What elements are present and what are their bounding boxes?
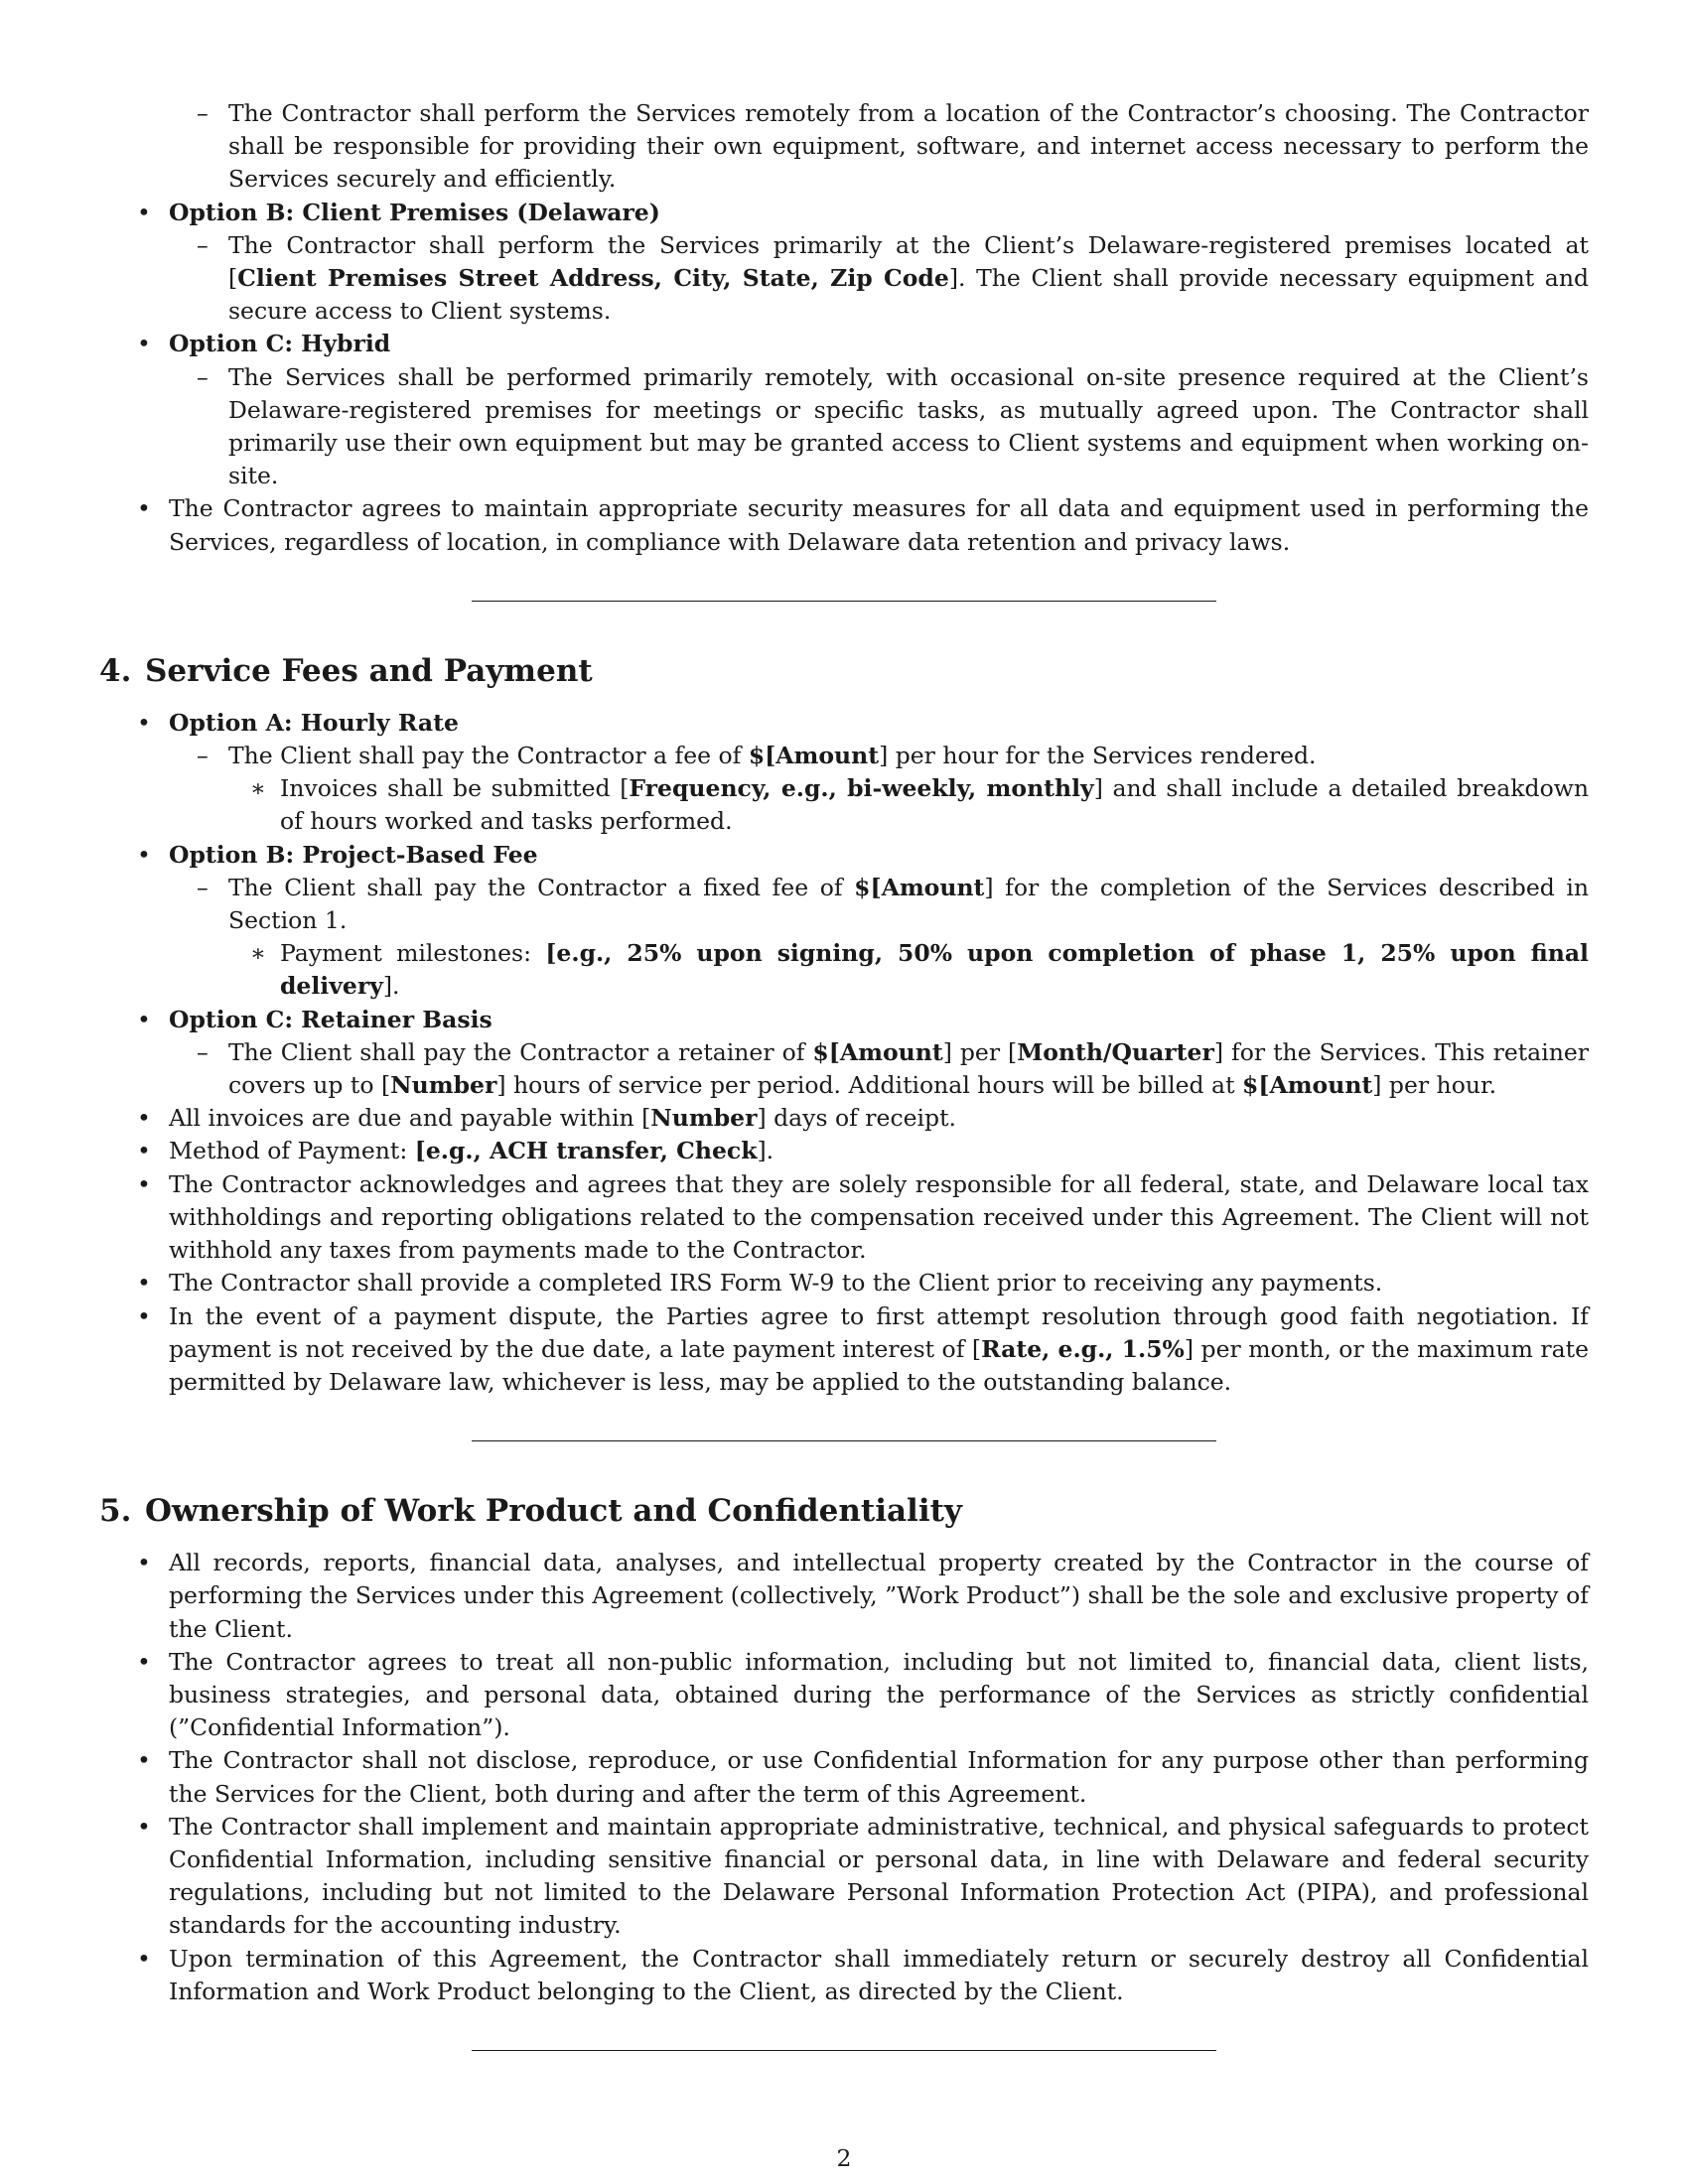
- bullet-marker: •: [137, 1746, 151, 1775]
- location-option-b: [99, 197, 1589, 229]
- text-run: Invoices shall be submitted [: [280, 774, 630, 803]
- text-run: ] per [: [942, 1037, 1018, 1066]
- section-divider: [472, 601, 1216, 602]
- bullet-marker: •: [137, 1137, 151, 1165]
- dash-marker: –: [197, 230, 209, 259]
- page-number: 2: [836, 2144, 852, 2172]
- fee-option-a-detail: [99, 740, 1589, 772]
- text-run: ] and shall include a detailed breakdown of hours worked and tasks performed.: [280, 774, 1589, 836]
- text-run: All invoices are due and payable within [: [169, 1104, 651, 1133]
- placeholder-amount: $[Amount: [748, 742, 880, 770]
- section-number: 5.: [99, 1493, 132, 1530]
- placeholder-amount: $[Amount: [854, 873, 985, 901]
- bullet-marker: •: [137, 330, 151, 358]
- payment-dispute-clause: [99, 1300, 1589, 1400]
- placeholder-milestones: [e.g., 25% upon signing, 50% upon completion of phase 1, 25% upon final delivery: [280, 939, 1589, 1001]
- star-marker: ∗: [250, 939, 266, 968]
- bullet-marker: •: [137, 708, 151, 737]
- text-run: The Client shall pay the Contractor a retainer of: [228, 1037, 813, 1066]
- fee-option-a: [99, 707, 1589, 740]
- location-option-c-text: The Services shall be performed primarily remotely, with occasional on-site presence required at the Client’s Delaware-registered premises for meetings or specific tasks, as mutually agreed upon. The Contractor shall primarily use their own equipment but may be granted access to Client systems and equipment when working on-site.: [228, 362, 1589, 490]
- placeholder-number: Number: [390, 1071, 497, 1100]
- text-run: Payment milestones:: [280, 939, 546, 968]
- text-run: ] hours of service per period. Additional hours will be billed at: [496, 1071, 1242, 1100]
- bullet-marker: •: [137, 840, 151, 869]
- text-run: Method of Payment:: [169, 1137, 415, 1165]
- dash-marker: –: [197, 742, 209, 770]
- section-title: Ownership of Work Product and Confidentiality: [145, 1493, 962, 1530]
- bullet-marker: •: [137, 1944, 151, 1973]
- payment-method-clause: [99, 1135, 1589, 1167]
- placeholder-period: Month/Quarter: [1017, 1037, 1214, 1066]
- section-4-heading: [99, 651, 1589, 691]
- text-run: ] days of receipt.: [757, 1104, 956, 1133]
- list-item: [99, 1646, 1589, 1745]
- placeholder-payment-method: [e.g., ACH transfer, Check: [414, 1137, 758, 1165]
- bullet-marker: •: [137, 1301, 151, 1330]
- tax-clause: [99, 1168, 1589, 1268]
- text-run: The Client shall pay the Contractor a fee of: [228, 742, 749, 770]
- safeguards-clause: The Contractor shall implement and maintain appropriate administrative, technical, and physical safeguards to protect Confidential Information, including sensitive financial or personal data, in line with Delaware and federal security regulations, including but not limited to the Delaware Personal Information Protection Act (PIPA), and professional standards for the accounting industry.: [169, 1812, 1589, 1940]
- text-run: The Contractor shall perform the Services primarily at the Client’s Delaware-registered premises located at [: [228, 230, 1589, 293]
- bullet-marker: •: [137, 1005, 151, 1033]
- fee-option-c: [99, 1004, 1589, 1036]
- star-marker: ∗: [250, 774, 266, 803]
- placeholder-number: Number: [650, 1104, 758, 1133]
- text-run: ] for the completion of the Services described in Section 1.: [228, 873, 1590, 935]
- fee-option-b-title: Option B: Project-Based Fee: [169, 840, 538, 869]
- location-option-a-text: The Contractor shall perform the Services remotely from a location of the Contractor’s choosing. The Contractor shall be responsible for providing their own equipment, software, and internet access necessary to perform the Services securely and efficiently.: [228, 99, 1589, 194]
- bullet-marker: •: [137, 1269, 151, 1297]
- work-product-clause: All records, reports, financial data, analyses, and intellectual property created by the Contractor in the course of performing the Services under this Agreement (collectively, ”Work Product”) shall be the sole and exclusive property of the Client.: [169, 1549, 1589, 1643]
- fee-option-a-invoices: [99, 772, 1589, 838]
- list-item: [99, 1943, 1589, 2008]
- location-option-c-title: Option C: Hybrid: [169, 330, 391, 358]
- text-run: ]. The Client shall provide necessary equipment and secure access to Client systems.: [228, 264, 1589, 326]
- location-option-b-detail: [99, 229, 1589, 329]
- security-clause: [99, 492, 1589, 558]
- bullet-marker: •: [137, 198, 151, 226]
- location-option-a-detail: [99, 97, 1589, 197]
- fee-option-b-milestones: [99, 937, 1589, 1003]
- text-run: ].: [757, 1137, 774, 1165]
- bullet-marker: •: [137, 1647, 151, 1676]
- text-run: ] per hour for the Services rendered.: [879, 742, 1317, 770]
- tax-clause-text: The Contractor acknowledges and agrees that they are solely responsible for all federal, state, and Delaware local tax withholdings and reporting obligations related to the compensation received under this Agreement. The Client will not withhold any taxes from payments made to the Contractor.: [169, 1169, 1589, 1265]
- placeholder-rate: Rate, e.g., 1.5%: [981, 1334, 1185, 1363]
- bullet-marker: •: [137, 1169, 151, 1198]
- placeholder-frequency: Frequency, e.g., bi-weekly, monthly: [629, 774, 1094, 803]
- list-item: [99, 1811, 1589, 1943]
- location-option-b-title: Option B: Client Premises (Delaware): [169, 198, 660, 226]
- fee-option-c-title: Option C: Retainer Basis: [169, 1005, 492, 1033]
- non-disclosure-clause: The Contractor shall not disclose, reproduce, or use Confidential Information for any purpose other than performing the Services for the Client, both during and after the term of this Agreement.: [169, 1746, 1589, 1808]
- section-5-heading: [99, 1491, 1589, 1531]
- section-number: 4.: [99, 652, 132, 689]
- w9-clause-text: The Contractor shall provide a completed IRS Form W-9 to the Client prior to receiving any payments.: [169, 1269, 1383, 1297]
- bullet-marker: •: [137, 494, 151, 523]
- fee-option-a-title: Option A: Hourly Rate: [169, 708, 459, 737]
- fee-option-b-detail: [99, 872, 1589, 937]
- bullet-marker: •: [137, 1812, 151, 1841]
- text-run: ] for the Services. This retainer covers up to [: [228, 1037, 1589, 1100]
- invoice-due-clause: [99, 1102, 1589, 1135]
- dash-marker: –: [197, 362, 209, 391]
- section-divider: [472, 1440, 1216, 1441]
- list-item: [99, 1744, 1589, 1810]
- placeholder-amount: $[Amount: [1241, 1071, 1373, 1100]
- page-content: [99, 97, 1589, 2051]
- section-divider: [472, 2050, 1216, 2051]
- termination-return-clause: Upon termination of this Agreement, the Contractor shall immediately return or securely destroy all Confidential Information and Work Product belonging to the Client, as directed by the Client.: [169, 1944, 1589, 2005]
- fee-option-c-detail: [99, 1036, 1589, 1102]
- text-run: ].: [382, 972, 400, 1001]
- location-option-c: [99, 328, 1589, 360]
- placeholder-amount: $[Amount: [812, 1037, 943, 1066]
- fee-option-b: [99, 839, 1589, 872]
- location-option-c-detail: [99, 361, 1589, 493]
- text-run: ] per month, or the maximum rate permitted by Delaware law, whichever is less, may be applied to the outstanding balance.: [169, 1334, 1589, 1396]
- dash-marker: –: [197, 873, 209, 901]
- bullet-marker: •: [137, 1104, 151, 1133]
- section-title: Service Fees and Payment: [145, 652, 593, 689]
- text-run: The Client shall pay the Contractor a fixed fee of: [228, 873, 855, 901]
- dash-marker: –: [197, 99, 209, 127]
- placeholder-client-address: Client Premises Street Address, City, State, Zip Code: [237, 264, 949, 293]
- text-run: ] per hour.: [1372, 1071, 1497, 1100]
- confidential-info-clause: The Contractor agrees to treat all non-public information, including but not limited to, financial data, client lists, business strategies, and personal data, obtained during the performance of the Services as strictly confidential (”Confidential Information”).: [169, 1647, 1589, 1742]
- text-run: In the event of a payment dispute, the Parties agree to first attempt resolution through good faith negotiation. If payment is not received by the due date, a late payment interest of [: [169, 1301, 1589, 1363]
- w9-clause: [99, 1267, 1589, 1299]
- security-clause-text: The Contractor agrees to maintain appropriate security measures for all data and equipment used in performing the Services, regardless of location, in compliance with Delaware data retention and privacy laws.: [169, 494, 1589, 556]
- list-item: [99, 1547, 1589, 1646]
- dash-marker: –: [197, 1037, 209, 1066]
- bullet-marker: •: [137, 1549, 151, 1577]
